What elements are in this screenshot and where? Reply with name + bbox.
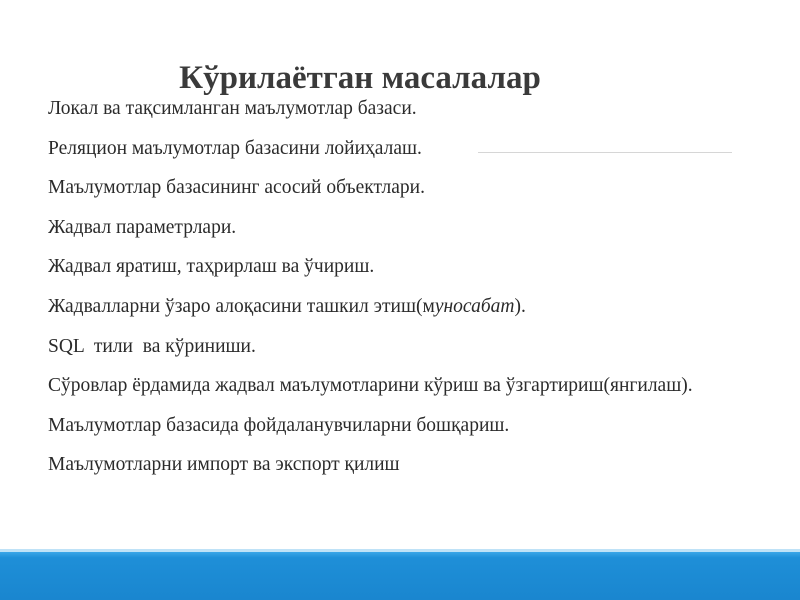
footer-bar — [0, 552, 800, 600]
topic-list — [48, 94, 793, 490]
slide-title: Кўрилаётган масалалар — [179, 60, 541, 96]
list-item-text: Сўровлар ёрдамида жадвал маълумотларини кўриш ва ўзгартириш(янгилаш). — [48, 375, 693, 397]
list-item — [48, 252, 793, 292]
list-item — [48, 332, 793, 372]
list-item — [48, 173, 793, 213]
list-item-text: Маълумотларни импорт ва экспорт қилиш — [48, 454, 400, 476]
list-item-text-italic: уносабат — [434, 295, 515, 317]
list-item — [48, 411, 793, 451]
list-item-text-end: ). — [514, 295, 526, 317]
list-item-text: Реляцион маълумотлар базасини лойиҳалаш. — [48, 137, 422, 159]
list-item-text-start: Жадвалларни ўзаро алоқасини ташкил этиш(м — [48, 295, 435, 317]
list-item — [48, 292, 793, 332]
list-item-text: Маълумотлар базасининг асосий объектлари. — [48, 177, 425, 199]
list-item — [48, 450, 793, 490]
list-item-text: Маълумотлар базасида фойдаланувчиларни бошқариш. — [48, 414, 510, 436]
list-item-text: Локал ва тақсимланган маълумотлар базаси. — [48, 98, 417, 119]
list-item — [48, 94, 793, 134]
list-item — [48, 134, 793, 174]
list-item-text: Жадвал параметрлари. — [48, 216, 237, 238]
list-item — [48, 371, 793, 411]
list-item — [48, 213, 793, 253]
list-item-text: SQL тили ва кўриниши. — [48, 335, 256, 357]
list-item-text: Жадвал яратиш, таҳрирлаш ва ўчириш. — [48, 256, 375, 278]
